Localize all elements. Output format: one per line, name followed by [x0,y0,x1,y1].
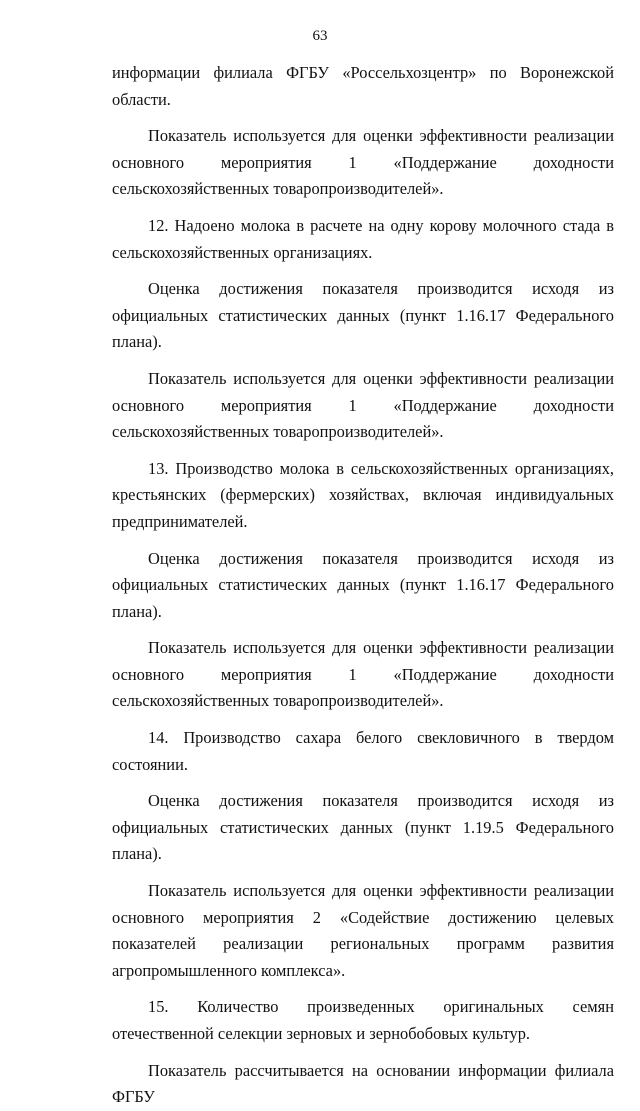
page-number: 63 [312,28,328,44]
paragraph-continuation: информации филиала ФГБУ «Россельхозцентр» по Воронежской области. [112,63,614,109]
paragraph-indicator-usage: Показатель используется для оценки эффективности реализации основного мероприятия 1 «Поддержание доходности сельскохозяйственных товаропроизводителей». [112,126,614,199]
document-body [112,60,614,1111]
paragraph-indicator-usage: Показатель используется для оценки эффективности реализации основного мероприятия 2 «Содействие достижению целевых показателей реализации региональных программ развития агропромышленного комплекса». [112,881,614,980]
paragraph-indicator-usage: Показатель используется для оценки эффективности реализации основного мероприятия 1 «Поддержание доходности сельскохозяйственных товаропроизводителей». [112,638,614,711]
paragraph-indicator-usage: Показатель используется для оценки эффективности реализации основного мероприятия 1 «Поддержание доходности сельскохозяйственных товаропроизводителей». [112,368,614,442]
paragraph-item-13: 13. Производство молока в сельскохозяйственных организациях, крестьянских (фермерских) хозяйствах, включая индивидуальных предпринимателей. [112,458,614,531]
paragraph-assessment: Оценка достижения показателя производится исходя из официальных статистических данных (пункт 1.16.17 Федерального плана). [112,279,614,352]
paragraph-assessment: Оценка достижения показателя производится исходя из официальных статистических данных (пункт 1.19.5 Федерального плана). [112,791,614,864]
paragraph-calculation: Показатель рассчитывается на основании информации филиала ФГБУ [112,1060,614,1107]
paragraph-item-14: 14. Производство сахара белого свекловичного в твердом состоянии. [112,728,614,774]
paragraph-assessment: Оценка достижения показателя производится исходя из официальных статистических данных (пункт 1.16.17 Федерального плана). [112,548,614,621]
paragraph-item-15: 15. Количество произведенных оригинальных семян отечественной селекции зерновых и зернобобовых культур. [112,997,614,1043]
paragraph-item-12: 12. Надоено молока в расчете на одну корову молочного стада в сельскохозяйственных организациях. [112,215,614,262]
